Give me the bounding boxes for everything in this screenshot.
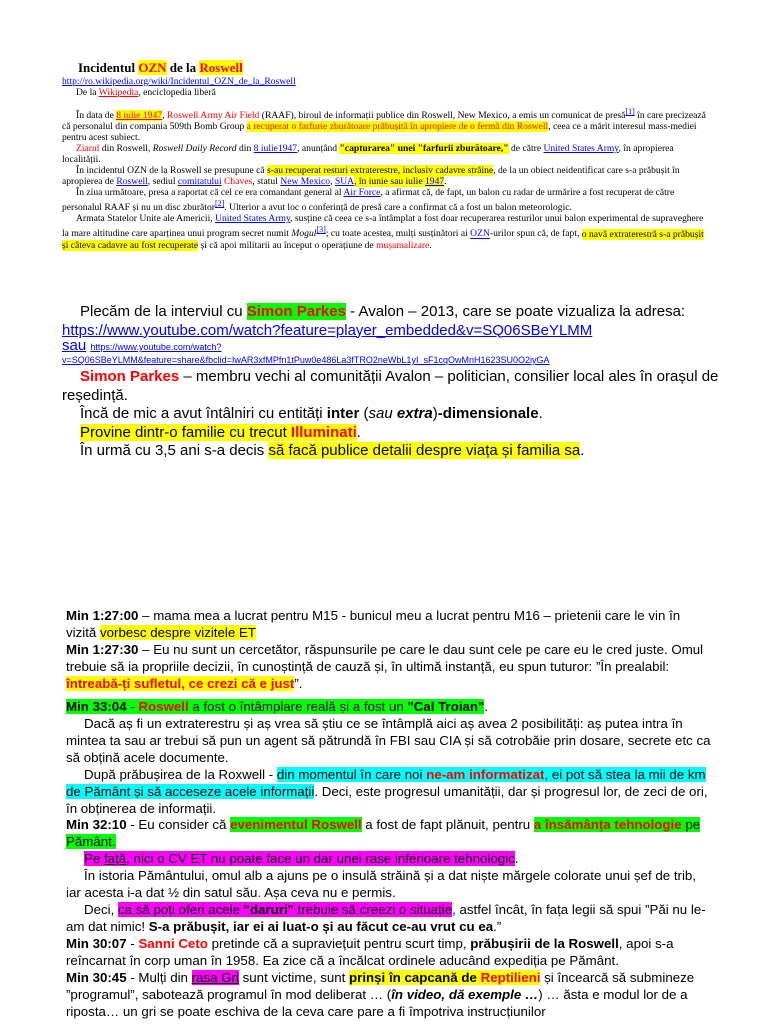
interview-bio: Simon Parkes – membru vechi al comunității Avalon – politician, consilier local ales în orașul de reședință. (62, 368, 719, 404)
ref-1[interactable]: [1] (625, 107, 635, 116)
wiki-source: De la Wikipedia, enciclopedia liberă (76, 87, 216, 98)
wiki-title: Incidentul OZN de la Roswell (78, 60, 243, 75)
youtube-link-2a[interactable]: https://www.youtube.com/watch? (90, 342, 222, 352)
wiki-paragraph-3: În incidentul OZN de la Roswell se presupune că s-au recuperat resturi extraterestre, inclusiv cadavre străine, de la un obiect neidentificat care s-a prăbușit în apropierea de Roswell, sediul comitatului Chaves, statul New Mexico, SUA, în iunie sau iulie 1947. (62, 165, 680, 188)
ref-2[interactable]: [2] (214, 199, 225, 209)
interview-intro: Plecăm de la interviul cu Simon Parkes - Avalon – 2013, care se poate vizualiza la adresa: (80, 303, 686, 320)
min-1-27-00: Min 1:27:00 – mama mea a lucrat pentru M15 - bunicul meu a lucrat pentru M16 – prietenii care le vin în vizită vorbesc despre vizitele ET (66, 608, 681, 640)
min-1-27-section (66, 607, 714, 692)
highlight-remains: s-au recuperat resturi extraterestre, inclusiv cadavre străine (267, 165, 494, 177)
interview-entities: Încă de mic a avut întâlniri cu entități inter (sau extra)-dimensionale. (80, 405, 543, 422)
min-30-07: Min 30:07 - Sanni Ceto pretinde că a supraviețuit pentru scurt timp, prăbușirii de la Roswell, apoi s-a reîncarnat în corp uman în 1958. Ea zice că a încălcat ordinele aducând expediția pe Pământ. (66, 936, 674, 968)
highlight-et-visits: vorbesc despre vizitele ET (100, 625, 256, 640)
highlight-capture: "capturarea" unei "farfurii zburătoare," (339, 143, 509, 155)
timestamp-1-27-30: Min 1:27:30 (66, 642, 139, 657)
min-33-04: Min 33:04 - Roswell a fost o întâmplare reală și a fost un "Cal Troian". (66, 699, 489, 714)
roswell-highlight: Roswell (138, 699, 189, 714)
min-33-04-section (66, 698, 714, 817)
sau-link[interactable]: sau (62, 337, 87, 354)
wikipedia-link[interactable]: Wikipedia (98, 87, 139, 98)
min-32-10-p3: În istoria Pământului, omul alb a ajuns pe o insulă străină și a dat niște mărgele colorate unui șef de trib, iar acesta i-a dat ½ din satul său. Așa ceva nu e permis. (66, 868, 696, 900)
title-ozn: OZN (138, 60, 167, 75)
wiki-paragraph-1: În data de 8 iulie 1947, Roswell Army Air Field (RAAF), biroul de informații publice din Roswell, New Mexico, a emis un comunicat de presă[1] în care precizează că personalul din compania 509th Bomb Group a recuperat o farfurie zburătoare prăbușită în apropiere de o fermă din Roswell, ceea ce a mărit interesul mass-mediei pentru acest subiect. (62, 107, 706, 144)
air-force-link[interactable]: Air Force (343, 187, 381, 199)
date-link-2[interactable]: 8 iulie1947 (253, 143, 298, 155)
grey-race-highlight: rasa Gri (191, 970, 239, 985)
sanni-ceto: Sanni Ceto (138, 936, 208, 951)
roswell-event-highlight: evenimentul Roswell (230, 817, 362, 832)
interview-section (62, 303, 722, 461)
min-32-10-p2: Pe față, nici o CV ET nu poate face un dar unei rase inferioare tehnologic. (84, 851, 519, 866)
gifts-highlight: "daruri" (243, 902, 294, 917)
highlight-ask-soul: întreabă-ți sufletul, ce crezi că e just (66, 676, 295, 691)
informatized-highlight: ne-am informatizat (426, 767, 545, 782)
raaf-link[interactable]: Roswell Army Air Field (166, 110, 260, 122)
highlight-alien-ship: o navă extraterestră s-a prăbușit și câteva cadavre au fost recuperate (62, 228, 704, 251)
reptilians-highlight: Reptilieni (480, 970, 541, 985)
simon-parkes-name-2: Simon Parkes (80, 368, 180, 385)
timestamp-30-45: Min 30:45 (66, 970, 127, 985)
us-army-link-2[interactable]: United States Army (215, 213, 291, 225)
interview-family: Provine dintr-o familie cu trecut Illuminati. (80, 423, 361, 441)
min-1-27-30: Min 1:27:30 – Eu nu sunt un cercetător, răspunsurile pe care le dau sunt cele pe care eu le cred juste. Omul trebuie să ia propriile decizii, în cunoștință de cauză și, în ultimă instanță, eu spun tuturor: ”În prealabil: întreabă-ți sufletul, ce crezi că e just”. (66, 642, 704, 691)
min-32-10: Min 32:10 - Eu consider că evenimentul Roswell a fost de fapt plănuit, pentru a însămânța tehnologie pe Pământ. (66, 817, 701, 849)
youtube-link-1[interactable]: https://www.youtube.com/watch?feature=player_embedded&v=SQ06SBeYLMM (62, 321, 593, 339)
min-30-45: Min 30:45 - Mulți din rasa Gri sunt victime, sunt prinși în capcană de Reptilieni și încearcă să submineze ”programul”, sabotează programul în mod deliberat … (în video, dă exemple …) … ăsta e modul lor de a riposta… un gri se poate eschiva de la ceva care pare a fi împotriva instrucțiunilor (66, 970, 695, 1019)
timestamp-30-07: Min 30:07 (66, 936, 127, 951)
ref-3[interactable]: [3] (316, 225, 326, 235)
new-mexico-link[interactable]: New Mexico (280, 176, 331, 188)
title-roswell: Roswell (199, 60, 243, 75)
sua-link[interactable]: SUA (334, 176, 355, 188)
wiki-paragraph-2: Ziarul din Roswell, Roswell Daily Record din 8 iulie1947, anunțând "capturarea" unei "farfurii zburătoare," de către United States Army, în apropierea localității. (62, 143, 674, 166)
roswell-link[interactable]: Roswell (116, 176, 148, 188)
youtube-link-2b[interactable]: v=SQ06SBeYLMM&feature=share&fbclid=IwAR3xfMPfn1tPuw0e486La3fTRO2neWbL1yI_sF1cqOwMnH1623SU0O2iyGA (62, 355, 550, 365)
chaves-link[interactable]: Chaves (224, 176, 253, 188)
wiki-section (62, 60, 710, 251)
timestamp-1-27-00: Min 1:27:00 (66, 608, 139, 623)
illuminati-highlight: Illuminati (290, 423, 357, 441)
simon-parkes-highlight-1: Simon Parkes (246, 303, 346, 320)
year-1947-link[interactable]: 1947 (424, 176, 445, 188)
timestamp-33-04: Min 33:04 (66, 699, 127, 714)
comitat-link[interactable]: comitatului (177, 176, 222, 188)
min-32-10-section (66, 816, 714, 1020)
min-33-04-p2: Dacă aș fi un extraterestru și aș vrea să știu ce se întâmplă aici aș avea 2 posibilități: aș putea intra în mintea ta sau ar trebui să pun un agent să pătrundă în FBI sau CIA și să cotrobăie prin dosare, secrete etc ca să obțină acele documente. (66, 716, 711, 765)
trojan-horse: "Cal Troian" (407, 699, 485, 714)
cover-up-link[interactable]: mușamalizare (376, 239, 430, 251)
min-32-10-p4: Deci, ca să poți oferi acele "daruri" trebuie să creezi o situație, astfel încât, în fața legii să spui ”Păi nu le-am dat nimic! S-a prăbușit, iar ei ai luat-o și au făcut ce-au vrut cu ea.” (66, 902, 706, 934)
min-33-04-p3: După prăbușirea de la Roxwell - din momentul în care noi ne-am informatizat, ei pot să stea la mii de km de Pământ și să acceseze acele informații. Deci, este progresul umanității, dar și progresul lor, de zeci de ori, în obținerea de informații. (66, 767, 708, 816)
date-link-1[interactable]: 8 iulie 1947 (116, 110, 163, 122)
interview-decision: În urmă cu 3,5 ani s-a decis să facă publice detalii despre viața și familia sa. (80, 442, 585, 459)
wiki-url-link[interactable]: http://ro.wikipedia.org/wiki/Incidentul_OZN_de_la_Roswell (62, 76, 296, 87)
us-army-link-1[interactable]: United States Army (543, 143, 619, 155)
wiki-paragraph-5: Armata Statelor Unite ale Americii, United States Army, susține că ceea ce s-a întâmplat a fost doar recuperarea resturilor unui balon experimental de supraveghere la mare altitudine care aparținea unui program secret numit Mogul[3]; cu toate acestea, mulți susținători ai OZN-urilor spun că, de fapt, o navă extraterestră s-a prăbușit și câteva cadavre au fost recuperate și că apoi militarii au început o operațiune de mușamalizare. (62, 213, 704, 251)
ozn-link[interactable]: OZN (470, 228, 490, 240)
highlight-make-public: să facă publice detalii despre viața și familia sa (268, 442, 581, 459)
seed-technology-highlight: a însămânța tehnologie (533, 817, 682, 832)
wiki-paragraph-4: În ziua următoare, presa a raportat că cel ce era comandant general al Air Force, a afirmat că, de fapt, un balon cu radar de urmărire a fost recuperat de către personalul RAAF și nu un disc zburător[2]. Ulterior a avut loc o conferință de presă care a confirmat că a fost un balon meteorologic. (62, 187, 675, 214)
timestamp-32-10: Min 32:10 (66, 817, 127, 832)
highlight-recovered-saucer: a recuperat o farfurie zburătoare prăbușită în apropiere de o fermă din Roswell (246, 121, 549, 133)
